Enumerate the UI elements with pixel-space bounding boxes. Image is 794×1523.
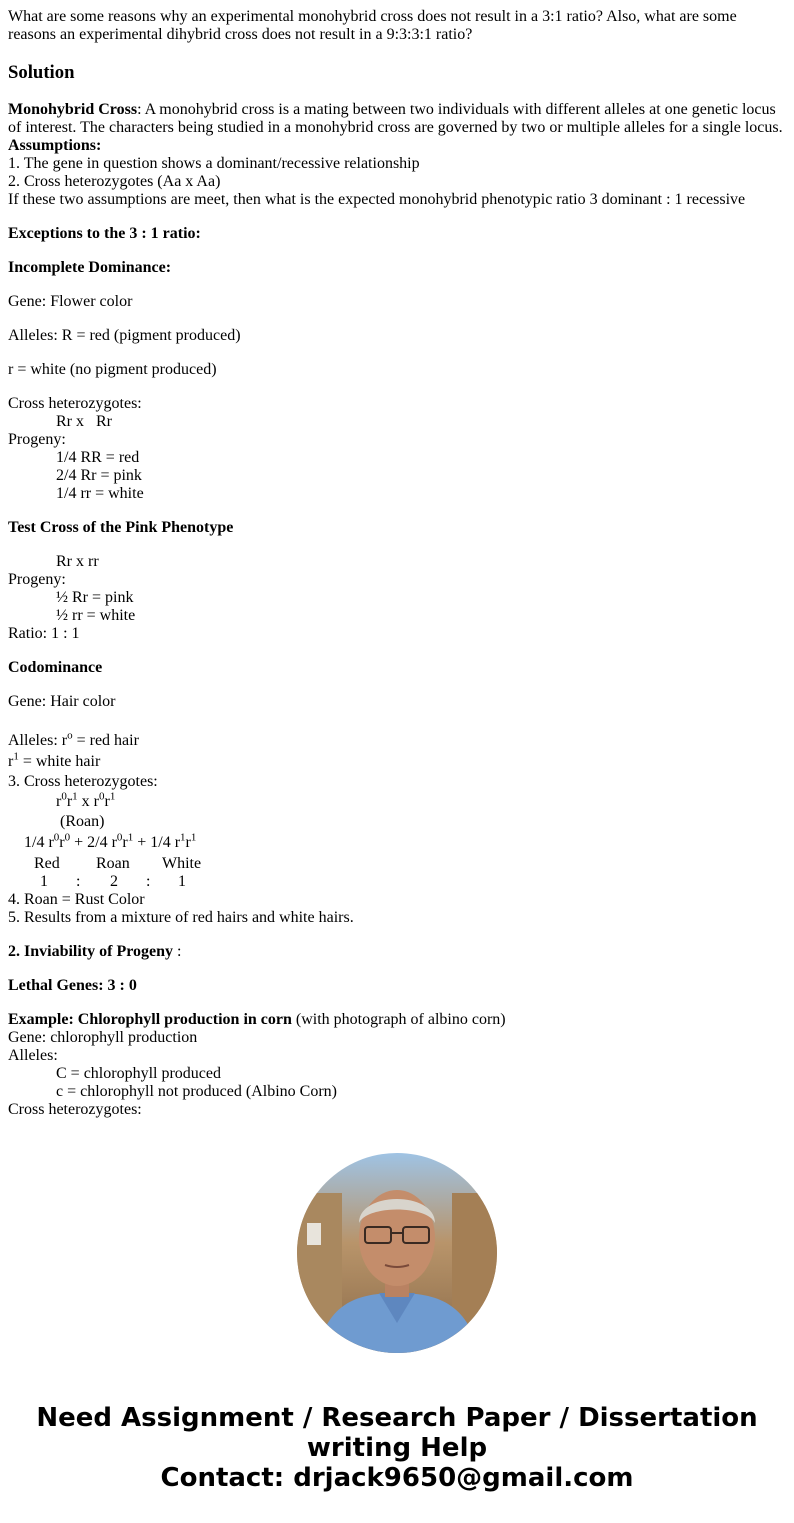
assumption-2: 2. Cross heterozygotes (Aa x Aa): [8, 173, 221, 190]
phenotype-label: Roan: [96, 855, 130, 872]
footer-contact: Contact: drjack9650@gmail.com: [160, 1463, 634, 1493]
codominance-gene: Gene: Hair color: [8, 693, 116, 710]
solution-heading: Solution: [8, 62, 75, 83]
incomplete-heading: Incomplete Dominance:: [8, 259, 172, 276]
exceptions-heading: Exceptions to the 3 : 1 ratio:: [8, 225, 201, 242]
author-photo: [297, 1153, 497, 1353]
ratio-row: [8, 873, 788, 891]
progeny-item: 1/4 RR = red: [56, 449, 140, 466]
phenotype-label: White: [162, 855, 202, 872]
author-avatar: [297, 1153, 497, 1353]
footer-line-1: Need Assignment / Research Paper / Dissertation: [36, 1403, 758, 1433]
inviability-heading: 2. Inviability of Progeny :: [8, 943, 182, 960]
incomplete-allele-r: r = white (no pigment produced): [8, 361, 217, 378]
testcross-heading: Test Cross of the Pink Phenotype: [8, 519, 234, 536]
phenotype-label: Red: [34, 855, 60, 872]
footer-line-2: writing Help: [306, 1433, 488, 1463]
codominance-roan-paren: (Roan): [60, 813, 105, 830]
codominance-heading: Codominance: [8, 659, 103, 676]
codominance-progeny: 1/4 $r^0r^0 + 2/4$ $r^0r^1 + 1/4$ $r^1r^1$: [24, 831, 197, 851]
incomplete-allele-R: Alleles: R = red (pigment produced): [8, 327, 241, 344]
progeny-item: 2/4 Rr = pink: [56, 467, 142, 484]
incomplete-cross-label: Cross heterozygotes:: [8, 395, 142, 412]
intro-term: Monohybrid Cross: [8, 101, 138, 118]
ratio-value: 2: [110, 873, 118, 890]
progeny-item: ½ Rr = pink: [56, 589, 134, 606]
codominance-note-5: 5. Results from a mixture of red hairs and white hairs.: [8, 909, 354, 926]
allele-C: C = chlorophyll produced: [56, 1065, 221, 1082]
progeny-item: 1/4 rr = white: [56, 485, 144, 502]
testcross-cross: Rr x rr: [56, 553, 99, 570]
codominance-cross-label: 3. Cross heterozygotes:: [8, 773, 158, 790]
expected-ratio: If these two assumptions are meet, then what is the expected monohybrid phenotypic ratio 3 dominant : 1 recessive: [8, 191, 746, 208]
codominance-cross: $r^0r^1$ x $r^0r^1$: [56, 790, 116, 810]
lethal-genes: Lethal Genes: 3 : 0: [8, 977, 137, 994]
testcross-ratio: Ratio: 1 : 1: [8, 625, 80, 642]
question-text: What are some reasons why an experimental monohybrid cross does not result in a 3:1 ratio? Also, what are some reasons an experimental dihybrid cross does not result in a 9:3:3:1 ratio?: [8, 8, 737, 43]
ratio-sep: :: [146, 873, 151, 890]
intro-paragraph: [8, 101, 788, 137]
incomplete-progeny-label: Progeny:: [8, 431, 66, 448]
testcross-progeny-label: Progeny:: [8, 571, 66, 588]
inviability-cross-label: Cross heterozygotes:: [8, 1101, 142, 1118]
inviability-gene: Gene: chlorophyll production: [8, 1029, 198, 1046]
codominance-allele-2: $r^1$ = white hair: [8, 750, 101, 770]
example-line: Example: Chlorophyll production in corn (with photograph of albino corn): [8, 1011, 506, 1028]
assumptions-label: Assumptions:: [8, 137, 102, 154]
promo-footer: [0, 1403, 794, 1493]
codominance-allele-1: Alleles: $r^o$ = red hair: [8, 729, 139, 749]
assumption-1: 1. The gene in question shows a dominant/recessive relationship: [8, 155, 420, 172]
progeny-item: ½ rr = white: [56, 607, 136, 624]
codominance-note-4: 4. Roan = Rust Color: [8, 891, 145, 908]
allele-c: c = chlorophyll not produced (Albino Corn): [56, 1083, 337, 1100]
ratio-value: 1: [40, 873, 48, 890]
ratio-value: 1: [178, 873, 186, 890]
phenotype-row: [8, 855, 788, 873]
intro-definition: : A monohybrid cross is a mating between two individuals with different alleles at one genetic locus of interest. The characters being studied in a monohybrid cross are governed by two or multiple alleles for a single locus.: [8, 101, 783, 136]
article-body: [8, 8, 788, 1119]
inviability-alleles-label: Alleles:: [8, 1047, 58, 1064]
incomplete-gene: Gene: Flower color: [8, 293, 133, 310]
incomplete-cross: Rr x Rr: [56, 413, 112, 430]
ratio-sep: :: [76, 873, 81, 890]
